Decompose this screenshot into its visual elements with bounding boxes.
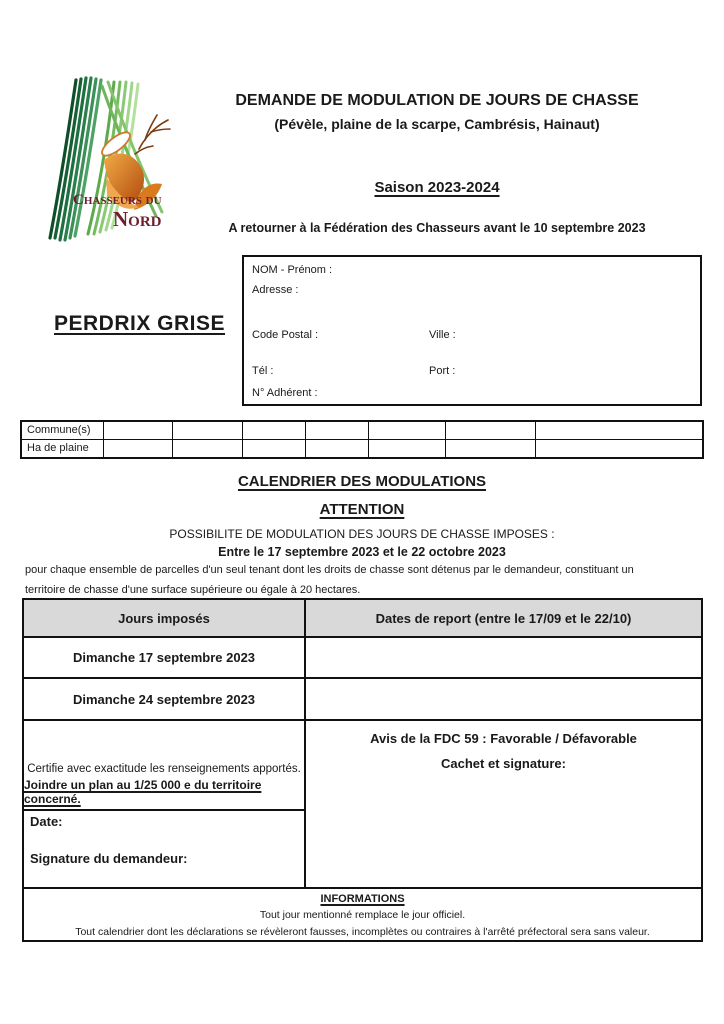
date-signature-cell bbox=[24, 811, 304, 887]
date-report-2-cell bbox=[306, 679, 701, 719]
commune-row-label: Commune(s) bbox=[22, 422, 104, 439]
address-field-label: Adresse : bbox=[252, 284, 299, 296]
informations-line1: Tout jour mentionné remplace le jour officiel. bbox=[259, 909, 466, 921]
postal-field-label: Code Postal : bbox=[252, 329, 319, 341]
hectares-cell bbox=[536, 440, 702, 457]
col-dates-report-header: Dates de report (entre le 17/09 et le 22/10) bbox=[375, 610, 632, 626]
commune-cell bbox=[536, 422, 702, 439]
hectares-cell bbox=[104, 440, 173, 457]
conditions-paragraph-line2: territoire de chasse d'une surface supérieure ou égale à 20 hectares. bbox=[25, 584, 361, 596]
modulation-table-header bbox=[24, 600, 701, 638]
commune-row bbox=[22, 422, 702, 439]
fdc-avis-cell bbox=[306, 721, 701, 887]
hectares-cell bbox=[369, 440, 446, 457]
commune-cell bbox=[173, 422, 243, 439]
logo-org-line2: Nord bbox=[113, 207, 162, 231]
table-row bbox=[24, 638, 701, 679]
date-label: Date: bbox=[30, 814, 63, 829]
city-field-label: Ville : bbox=[429, 329, 456, 341]
page-subtitle: (Pévèle, plaine de la scarpe, Cambrésis, Hainaut) bbox=[274, 116, 600, 132]
informations-title: INFORMATIONS bbox=[320, 893, 405, 905]
table-row bbox=[24, 679, 701, 721]
date-report-1-cell bbox=[306, 638, 701, 677]
logo-org-line1: Chasseurs du bbox=[73, 192, 162, 208]
commune-cell bbox=[243, 422, 306, 439]
hectares-row bbox=[22, 439, 702, 457]
modulation-date-range: Entre le 17 septembre 2023 et le 22 octobre 2023 bbox=[218, 545, 506, 559]
applicant-info-box bbox=[242, 255, 702, 406]
commune-cell bbox=[369, 422, 446, 439]
signature-avis-section bbox=[24, 721, 701, 887]
commune-table bbox=[20, 420, 704, 459]
jour-impose-2: Dimanche 24 septembre 2023 bbox=[24, 679, 306, 719]
name-field-label: NOM - Prénom : bbox=[252, 264, 333, 276]
season-label: Saison 2023-2024 bbox=[374, 179, 500, 196]
page-title: DEMANDE DE MODULATION DE JOURS DE CHASSE bbox=[235, 92, 639, 109]
certify-statement: Certifie avec exactitude les renseignements apportés. bbox=[27, 763, 301, 775]
certify-cell bbox=[24, 721, 304, 811]
chasseurs-du-nord-logo bbox=[36, 74, 188, 246]
commune-cell bbox=[104, 422, 173, 439]
hectares-row-label: Ha de plaine bbox=[22, 440, 104, 457]
stamp-signature-label: Cachet et signature: bbox=[441, 756, 566, 771]
hectares-cell bbox=[306, 440, 369, 457]
modulation-table bbox=[22, 598, 703, 942]
informations-line2: Tout calendrier dont les déclarations se révèleront fausses, incomplètes ou contraires à l'arrêté préfectoral sera sans valeur. bbox=[75, 926, 650, 938]
possibility-note: POSSIBILITE DE MODULATION DES JOURS DE CHASSE IMPOSES : bbox=[169, 527, 555, 541]
fdc-avis-label: Avis de la FDC 59 : Favorable / Défavorable bbox=[370, 731, 637, 746]
hectares-cell bbox=[173, 440, 243, 457]
mobile-field-label: Port : bbox=[429, 365, 456, 377]
jour-impose-1: Dimanche 17 septembre 2023 bbox=[24, 638, 306, 677]
signature-label: Signature du demandeur: bbox=[30, 851, 188, 866]
member-number-field-label: N° Adhérent : bbox=[252, 387, 318, 399]
attach-map-note: Joindre un plan au 1/25 000 e du territoire concerné. bbox=[24, 778, 262, 806]
species-label: PERDRIX GRISE bbox=[54, 312, 226, 335]
hectares-cell bbox=[446, 440, 536, 457]
return-deadline-note: A retourner à la Fédération des Chasseurs avant le 10 septembre 2023 bbox=[228, 221, 646, 235]
hectares-cell bbox=[243, 440, 306, 457]
phone-field-label: Tél : bbox=[252, 365, 274, 377]
informations-section bbox=[24, 887, 701, 940]
commune-cell bbox=[446, 422, 536, 439]
calendar-title: CALENDRIER DES MODULATIONS bbox=[237, 473, 487, 490]
col-jours-imposes-header: Jours imposés bbox=[24, 600, 306, 636]
conditions-paragraph-line1: pour chaque ensemble de parcelles d'un seul tenant dont les droits de chasse sont détenus par le demandeur, constituant un bbox=[25, 564, 634, 576]
attention-title: ATTENTION bbox=[319, 501, 405, 518]
commune-cell bbox=[306, 422, 369, 439]
